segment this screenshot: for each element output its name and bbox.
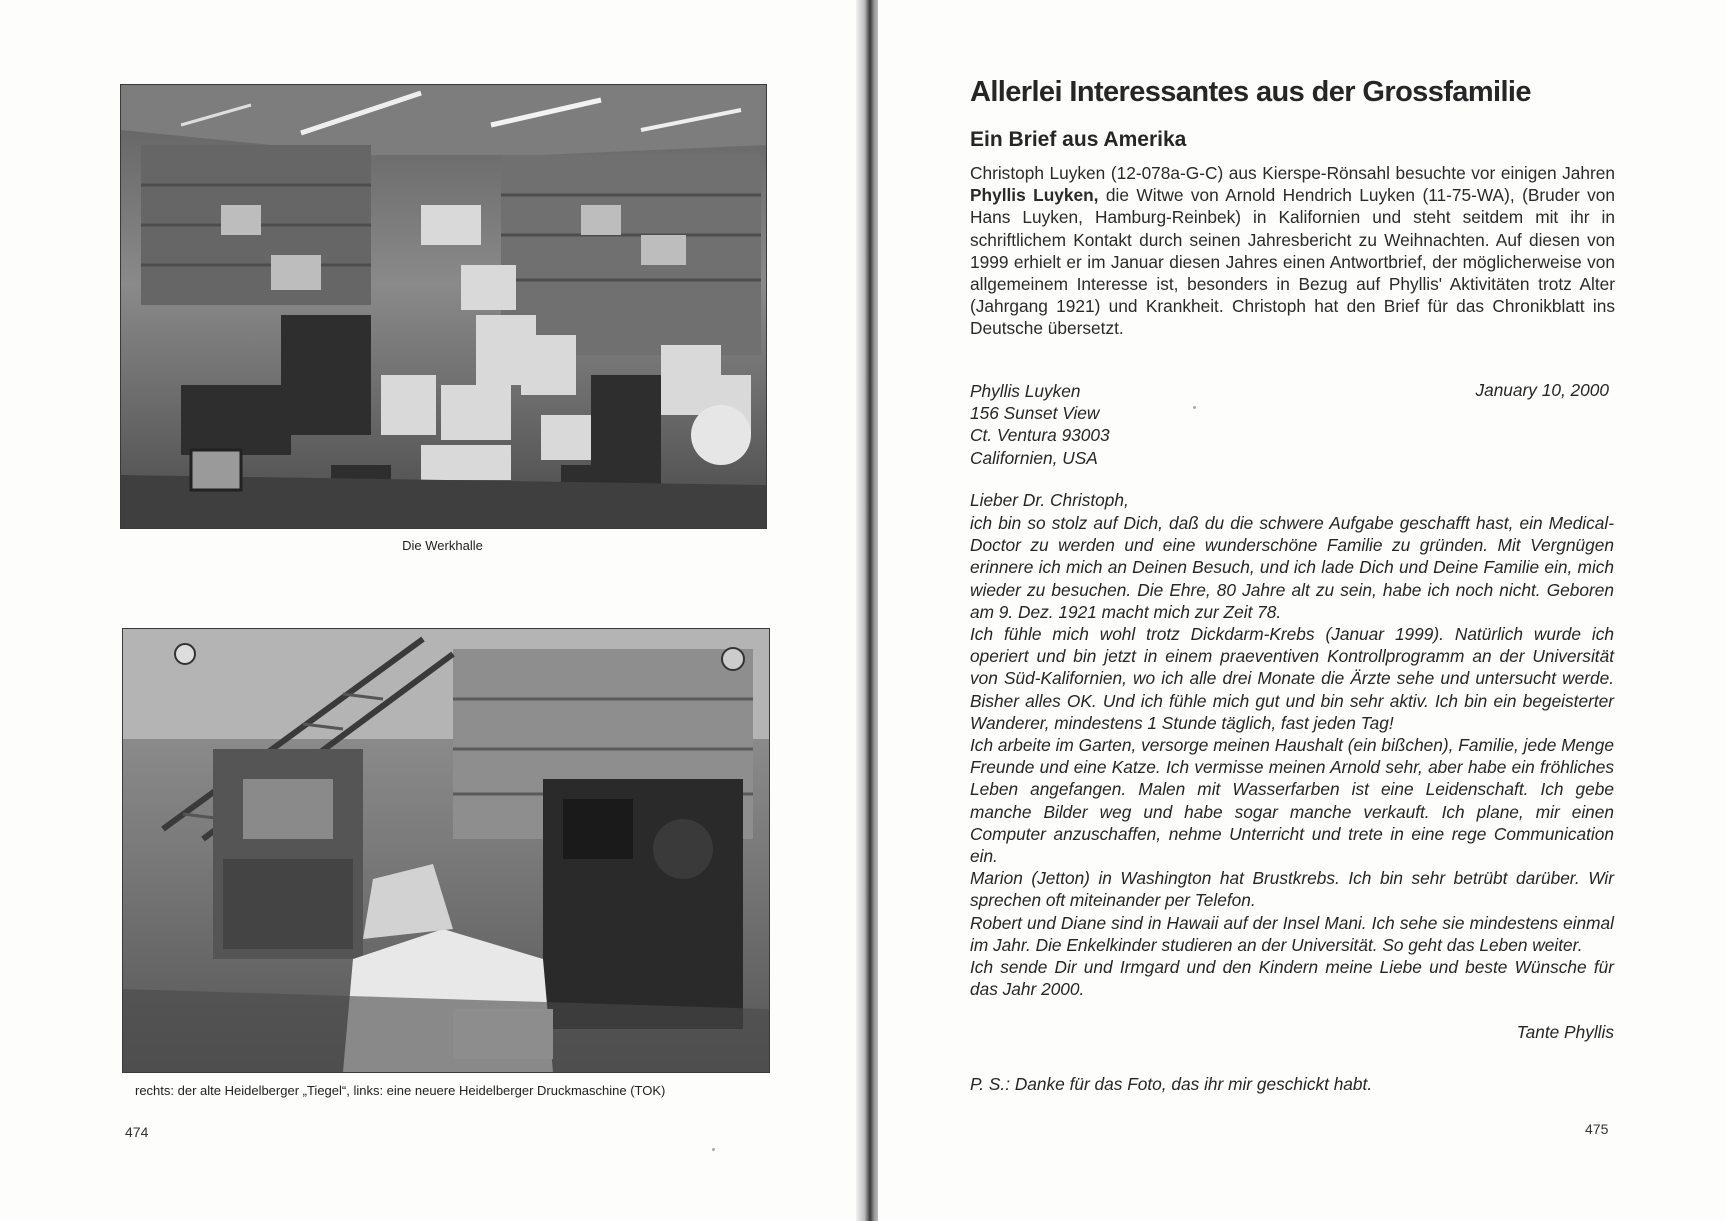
paper-speck [1193,406,1196,409]
sender-line: Phyllis Luyken [970,381,1081,401]
photo-caption-werkhalle: Die Werkhalle [402,538,483,553]
letter-postscript: P. S.: Danke für das Foto, das ihr mir geschickt habt. [970,1074,1373,1094]
sender-line: 156 Sunset View [970,403,1100,424]
letter-body [970,512,1614,1000]
letter-paragraph: Ich sende Dir und Irmgard und den Kindern meine Liebe und beste Wünsche für das Jahr 2000. [970,957,1614,1000]
letter-paragraph: Ich arbeite im Garten, versorge meinen Haushalt (ein bißchen), Familie, jede Menge Freunde und eine Katze. Ich vermisse meinen Arnold sehr, aber habe ein fröhliches Leben angefangen. Malen mit Wasserfarben ist eine Leidenschaft. Ich gebe manche Bilder weg und habe sogar manche verkauft. Ich plane, mir einen Computer anzuschaffen, nehme Unterricht und trete in eine rege Communication ein. [970,735,1614,867]
letter-salutation: Lieber Dr. Christoph, [970,490,1129,510]
letter-paragraph: ich bin so stolz auf Dich, daß du die schwere Aufgabe geschafft hast, ein Medical-Doctor zu werden und eine wunderschöne Familie zu gründen. Mit Vergnügen erinnere ich mich an Deinen Besuch, und ich lade Dich und Deine Familie ein, mich wieder zu besuchen. Die Ehre, 80 Jahre alt zu sein, habe ich noch nicht. Geboren am 9. Dez. 1921 macht mich zur Zeit 78. [970,513,1614,622]
intro-text-start: Christoph Luyken (12-078a-G-C) aus Kierspe-Rönsahl besuchte vor einigen Jahren [970,163,1615,183]
photo-caption-druckmaschinen: rechts: der alte Heidelberger „Tiegel“, links: eine neuere Heidelberger Druckmaschine (TOK) [135,1083,666,1098]
photo-werkhalle [120,84,767,529]
intro-text-end: die Witwe von Arnold Hendrich Luyken (11-75-WA), (Bruder von Hans Luyken, Hamburg-Reinbek) in Kalifornien und steht seitdem mit ihr in schriftlichem Kontakt durch seinen Jahresbericht zu Weihnachten. Auf diesen von 1999 erhielt er im Januar diesen Jahres einen Antwortbrief, der möglicherweise von allgemeinem Interesse ist, besonders in Bezug auf Phyllis' Aktivitäten trotz Alter (Jahrgang 1921) und Krankheit. Christoph hat den Brief für das Chronikblatt ins Deutsche übersetzt. [970,185,1616,339]
intro-name-bold: Phyllis Luyken, [970,185,1099,206]
page-heading: Allerlei Interessantes aus der Grossfamilie [970,76,1531,108]
page-number-left: 474 [125,1124,149,1140]
sender-line: Californien, USA [970,447,1098,468]
letter-paragraph: Ich fühle mich wohl trotz Dickdarm-Krebs (Januar 1999). Natürlich wurde ich operiert und bin jetzt in einem praeventiven Kontrollprogramm an der Universität von Süd-Kalifornien, wo ich alle drei Monate die Ärzte sehe und untersucht werde. Bisher alles OK. Und ich fühle mich gut und bin sehr aktiv. Ich bin ein begeisterter Wanderer, mindestens 1 Stunde täglich, fast jeden Tag! [970,624,1614,733]
workshop-photo-image [121,85,766,528]
letter-date: January 10, 2000 [1475,380,1609,400]
left-page [0,0,862,1221]
letter-paragraph: Robert und Diane sind in Hawaii auf der Insel Mani. Ich sehe sie mindestens einmal im Jahr. Die Enkelkinder studieren an der Universität. So geht das Leben weiter. [970,912,1614,955]
letter-signoff: Tante Phyllis [1516,1022,1614,1042]
letter-paragraph: Marion (Jetton) in Washington hat Brustkrebs. Ich bin sehr betrübt darüber. Wir sprechen oft miteinander per Telefon. [970,868,1614,911]
photo-druckmaschinen [122,628,770,1073]
paper-speck [712,1148,715,1151]
page-number-right: 475 [1585,1121,1609,1137]
printing-machines-photo-image [123,629,769,1072]
letter-sender-address [970,380,1110,469]
article-subheading: Ein Brief aus Amerika [970,128,1187,151]
sender-line: Ct. Ventura 93003 [970,425,1110,446]
intro-paragraph [970,162,1615,340]
